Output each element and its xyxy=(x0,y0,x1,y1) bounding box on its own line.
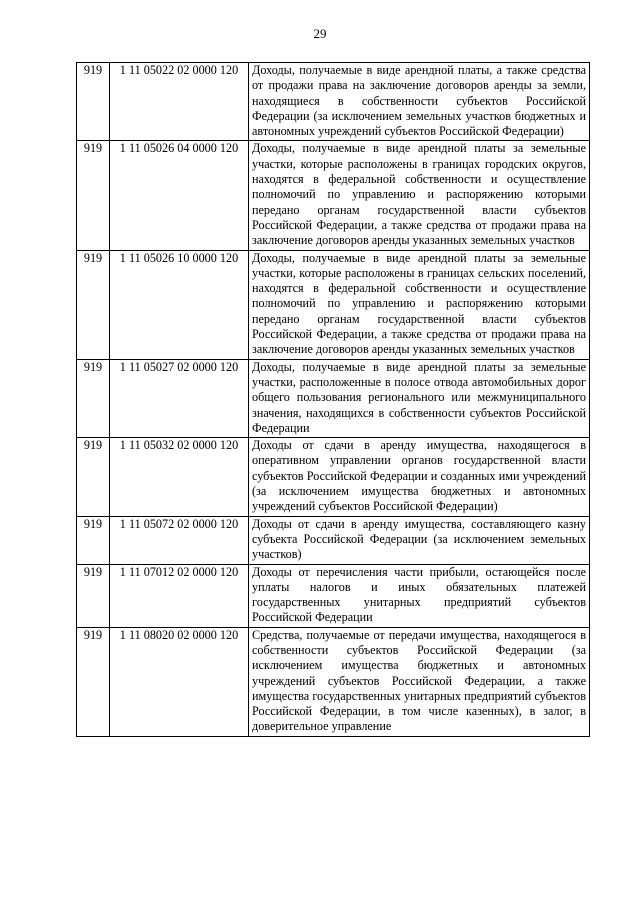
admin-code-cell: 919 xyxy=(77,141,110,250)
revenue-code-cell: 1 11 08020 02 0000 120 xyxy=(110,627,249,736)
admin-code-cell: 919 xyxy=(77,250,110,359)
revenue-name-cell: Доходы от сдачи в аренду имущества, находящегося в оперативном управлении органов государственной власти субъектов Российской Федерации и созданных ими учреждений (за исключением имущества бюджетных и автономных учреждений субъектов Российской Федерации) xyxy=(249,438,590,516)
revenue-code-cell: 1 11 05032 02 0000 120 xyxy=(110,438,249,516)
revenue-name-cell: Доходы от перечисления части прибыли, остающейся после уплаты налогов и иных обязательных платежей государственных унитарных предприятий субъектов Российской Федерации xyxy=(249,564,590,627)
revenue-name-cell: Доходы от сдачи в аренду имущества, составляющего казну субъекта Российской Федерации (за исключением земельных участков) xyxy=(249,516,590,564)
revenue-name-cell: Доходы, получаемые в виде арендной платы за земельные участки, расположенные в полосе отвода автомобильных дорог общего пользования регионального или межмуниципального значения, находящихся в собственности субъектов Российской Федерации xyxy=(249,359,590,437)
revenue-code-cell: 1 11 05027 02 0000 120 xyxy=(110,359,249,437)
table-row xyxy=(77,359,590,437)
admin-code-cell: 919 xyxy=(77,564,110,627)
revenue-code-cell: 1 11 05022 02 0000 120 xyxy=(110,63,249,141)
admin-code-cell: 919 xyxy=(77,359,110,437)
table-row xyxy=(77,627,590,736)
admin-code-cell: 919 xyxy=(77,438,110,516)
table-row xyxy=(77,438,590,516)
revenue-codes-table xyxy=(76,62,590,737)
revenue-code-cell: 1 11 07012 02 0000 120 xyxy=(110,564,249,627)
page-number: 29 xyxy=(313,26,327,41)
revenue-name-cell: Доходы, получаемые в виде арендной платы за земельные участки, которые расположены в границах сельских поселений, находятся в федеральной собственности и осуществление полномочий по управлению и распоряжению которыми передано органам государственной власти субъектов Российской Федерации, а также средства от продажи права на заключение договоров аренды указанных земельных участков xyxy=(249,250,590,359)
admin-code-cell: 919 xyxy=(77,63,110,141)
admin-code-cell: 919 xyxy=(77,516,110,564)
revenue-code-cell: 1 11 05026 10 0000 120 xyxy=(110,250,249,359)
table-row xyxy=(77,250,590,359)
revenue-name-cell: Доходы, получаемые в виде арендной платы за земельные участки, которые расположены в границах городских округов, находятся в федеральной собственности и осуществление полномочий по управлению и распоряжению которыми передано органам государственной власти субъектов Российской Федерации, а также средства от продажи права на заключение договоров аренды указанных земельных участков xyxy=(249,141,590,250)
revenue-code-cell: 1 11 05072 02 0000 120 xyxy=(110,516,249,564)
revenue-code-cell: 1 11 05026 04 0000 120 xyxy=(110,141,249,250)
admin-code-cell: 919 xyxy=(77,627,110,736)
table-row xyxy=(77,63,590,141)
table-row xyxy=(77,564,590,627)
revenue-name-cell: Доходы, получаемые в виде арендной платы, а также средства от продажи права на заключение договоров аренды за земли, находящиеся в собственности субъектов Российской Федерации (за исключением земельных участков бюджетных и автономных учреждений субъектов Российской Федерации) xyxy=(249,63,590,141)
table-row xyxy=(77,141,590,250)
table-row xyxy=(77,516,590,564)
revenue-name-cell: Средства, получаемые от передачи имущества, находящегося в собственности субъектов Российской Федерации (за исключением имущества бюджетных и автономных учреждений субъектов Российской Федерации, а также имущества государственных унитарных предприятий субъектов Российской Федерации, в том числе казенных), в залог, в доверительное управление xyxy=(249,627,590,736)
